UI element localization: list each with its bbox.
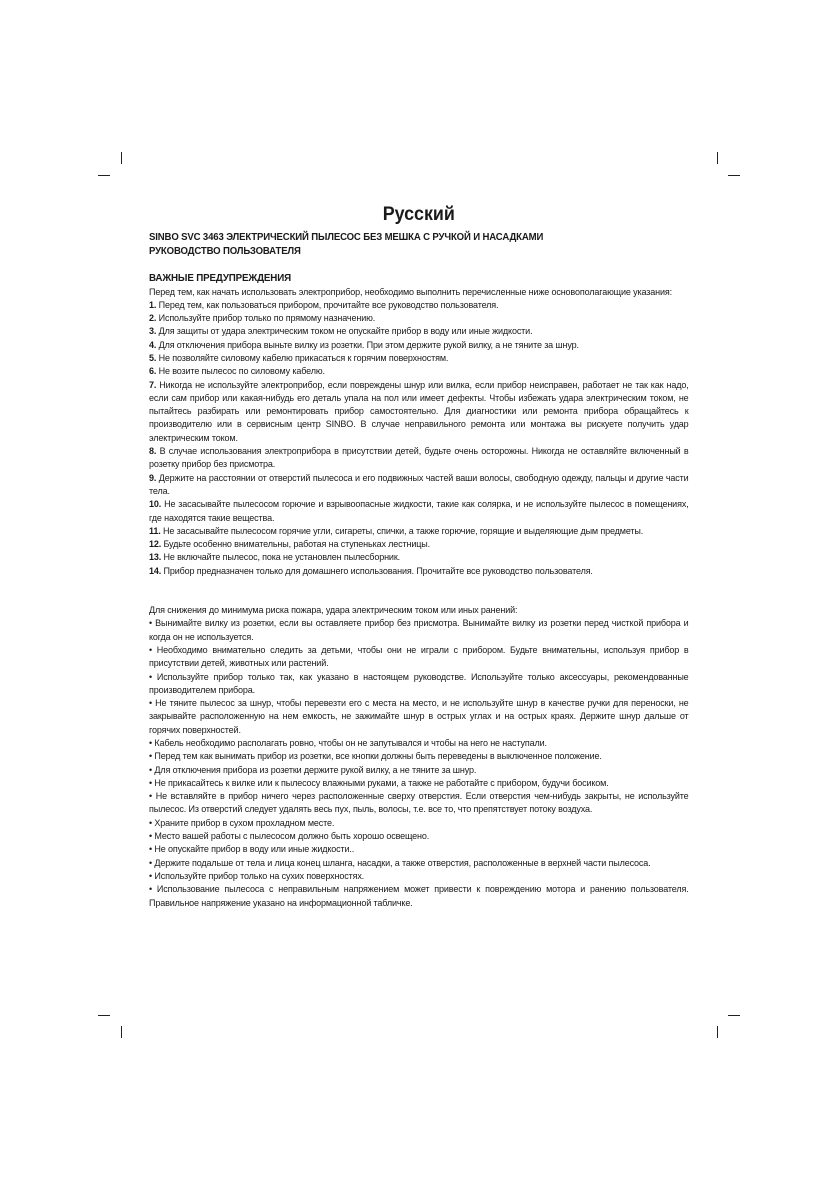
item-number: 2. (149, 313, 157, 325)
item-text: Не возите пылесос по силовому кабелю. (158, 366, 325, 378)
item-number: 7. (149, 379, 157, 391)
item-text: Перед тем, как пользоваться прибором, прочитайте все руководство пользователя. (158, 299, 499, 311)
bullet-item: • Вынимайте вилку из розетки, если вы оставляете прибор без присмотра. Вынимайте вилку из розетки перед чисткой прибора и когда он не используется. (149, 618, 689, 643)
bullet-item: • Используйте прибор только так, как указано в настоящем руководстве. Используйте только аксессуары, рекомендованные производителем прибора. (149, 671, 689, 696)
numbered-item (149, 538, 689, 551)
numbered-item (149, 352, 689, 365)
item-number: 13. (149, 552, 162, 564)
risk-intro: Для снижения до минимума риска пожара, удара электрическим током или иных ранений: (149, 605, 518, 617)
item-text: Не засасывайте пылесосом горячие угли, сигареты, спички, а также горючие, горящие и выделяющие дым предметы. (162, 525, 644, 537)
bullet-item: • Кабель необходимо располагать ровно, чтобы он не запутывался и чтобы на него не наступали. (149, 738, 547, 749)
bullet-item: • Для отключения прибора из розетки держите рукой вилку, а не тяните за шнур. (149, 764, 477, 776)
crop-mark (98, 1015, 110, 1016)
item-number: 1. (149, 299, 157, 311)
numbered-item (149, 472, 689, 499)
bullet-item: • Необходимо внимательно следить за детьми, чтобы они не играли с прибором. Будьте внимательны, используя прибор в присутствии детей, животных или растений. (149, 644, 689, 670)
crop-mark (728, 175, 740, 176)
bullet-item: • Используйте прибор только на сухих поверхностях. (149, 870, 365, 882)
crop-mark (121, 1026, 122, 1038)
crop-mark (121, 152, 122, 164)
item-text: Будьте особенно внимательны, работая на ступеньках лестницы. (163, 539, 431, 551)
crop-mark (98, 175, 110, 176)
item-text: Никогда не используйте электроприбор, если повреждены шнур или вилка, если прибор неисправен, работает не так как надо, если сам прибор или какая-нибудь его деталь упала на пол или имеет дефекты. Чтобы избежать удара электрическим током, не пытайтесь разбирать или ремонтировать прибор самостоятельно. Для диагностики или ремонта прибора обращайтесь к производителю или в сервисным центр SINBO. В случае неправильного ремонта или монтажа вы рискуете получить удар электрическим током. (149, 379, 689, 444)
item-number: 14. (149, 565, 162, 577)
item-number: 8. (149, 446, 157, 458)
bullet-item: • Держите подальше от тела и лица конец шланга, насадки, а также отверстия, расположенные в верхней части пылесоса. (149, 857, 651, 869)
bullet-item: • Не вставляйте в прибор ничего через расположенные сверху отверстия. Если отверстия чем-нибудь закрыты, не используйте пылесос. Из отверстий следует удалять весь пух, пыль, волосы, т.е. все то, что препятствует потоку воздуха. (149, 791, 689, 816)
item-number: 5. (149, 352, 157, 364)
language-heading: Русский (382, 204, 455, 225)
numbered-item (149, 525, 689, 538)
item-number: 12. (149, 539, 162, 551)
numbered-item (149, 339, 689, 352)
numbered-item (149, 365, 689, 378)
item-text: Не включайте пылесос, пока не установлен пылесборник. (163, 552, 400, 564)
bullet-item: • Использование пылесоса с неправильным напряжением может привести к повреждению мотора и ранению пользователя. Правильное напряжение указано на информационной табличке. (149, 884, 689, 909)
numbered-item (149, 565, 689, 578)
item-text: Для отключения прибора выньте вилку из розетки. При этом держите рукой вилку, а не тяните за шнур. (158, 339, 579, 351)
bullet-item: • Не прикасайтесь к вилке или к пылесосу влажными руками, а также не работайте с прибором, будучи босиком. (149, 777, 609, 789)
item-text: Для защиты от удара электрическим током не опускайте прибор в воду или иные жидкости. (158, 326, 533, 338)
crop-mark (717, 1026, 718, 1038)
item-number: 10. (149, 499, 162, 511)
numbered-item (149, 325, 689, 338)
intro-paragraph: Перед тем, как начать использовать электроприбор, необходимо выполнить перечисленные ниже основополагающие указания: (149, 286, 672, 298)
numbered-item (149, 312, 689, 325)
bullet-item: • Не тяните пылесос за шнур, чтобы перевезти его с места на место, и не используйте шнур в качестве ручки для переноски, не закрывайте расположенную на нем емкость, не зажимайте шнур в острых углах и на острых краях. Держите шнур дальше от горячих поверхностей. (149, 698, 689, 736)
spacer (149, 591, 689, 604)
item-text: В случае использования электроприбора в присутствии детей, будьте очень осторожны. Никогда не оставляйте включенный в розетку прибор без присмотра. (149, 446, 689, 471)
item-number: 11. (149, 525, 161, 537)
crop-mark (717, 152, 718, 164)
item-text: Прибор предназначен только для домашнего использования. Прочитайте все руководство пользователя. (163, 565, 593, 577)
item-number: 6. (149, 366, 157, 378)
numbered-item (149, 445, 689, 472)
item-number: 4. (149, 339, 157, 351)
page-content (149, 203, 689, 910)
numbered-item (149, 379, 689, 445)
section-heading: ВАЖНЫЕ ПРЕДУПРЕЖДЕНИЯ (149, 273, 291, 284)
numbered-item (149, 299, 689, 312)
item-text: Не позволяйте силовому кабелю прикасаться к горячим поверхностям. (158, 352, 449, 364)
document-title: SINBO SVC 3463 ЭЛЕКТРИЧЕСКИЙ ПЫЛЕСОС БЕЗ МЕШКА С РУЧКОЙ И НАСАДКАМИ (149, 232, 544, 243)
item-text: Не засасывайте пылесосом горючие и взрывоопасные жидкости, такие как солярка, и не используйте пылесос в помещениях, где находятся такие вещества. (149, 499, 689, 524)
crop-mark (728, 1015, 740, 1016)
bullet-item: • Место вашей работы с пылесосом должно быть хорошо освещено. (149, 831, 430, 843)
item-text: Держите на расстоянии от отверстий пылесоса и его подвижных частей ваши волосы, свободную одежду, пальцы и другие части тела. (149, 472, 689, 497)
numbered-item (149, 498, 689, 525)
item-number: 9. (149, 472, 157, 484)
item-text: Используйте прибор только по прямому назначению. (158, 313, 376, 325)
document-subtitle: РУКОВОДСТВО ПОЛЬЗОВАТЕЛЯ (149, 245, 301, 257)
bullet-item: • Не опускайте прибор в воду или иные жидкости.. (149, 844, 355, 856)
bullet-item: • Перед тем как вынимать прибор из розетки, все кнопки должны быть переведены в выключенное положение. (149, 751, 602, 763)
bullet-item: • Храните прибор в сухом прохладном месте. (149, 817, 335, 829)
item-number: 3. (149, 326, 157, 338)
numbered-item (149, 551, 689, 564)
spacer (149, 578, 689, 591)
